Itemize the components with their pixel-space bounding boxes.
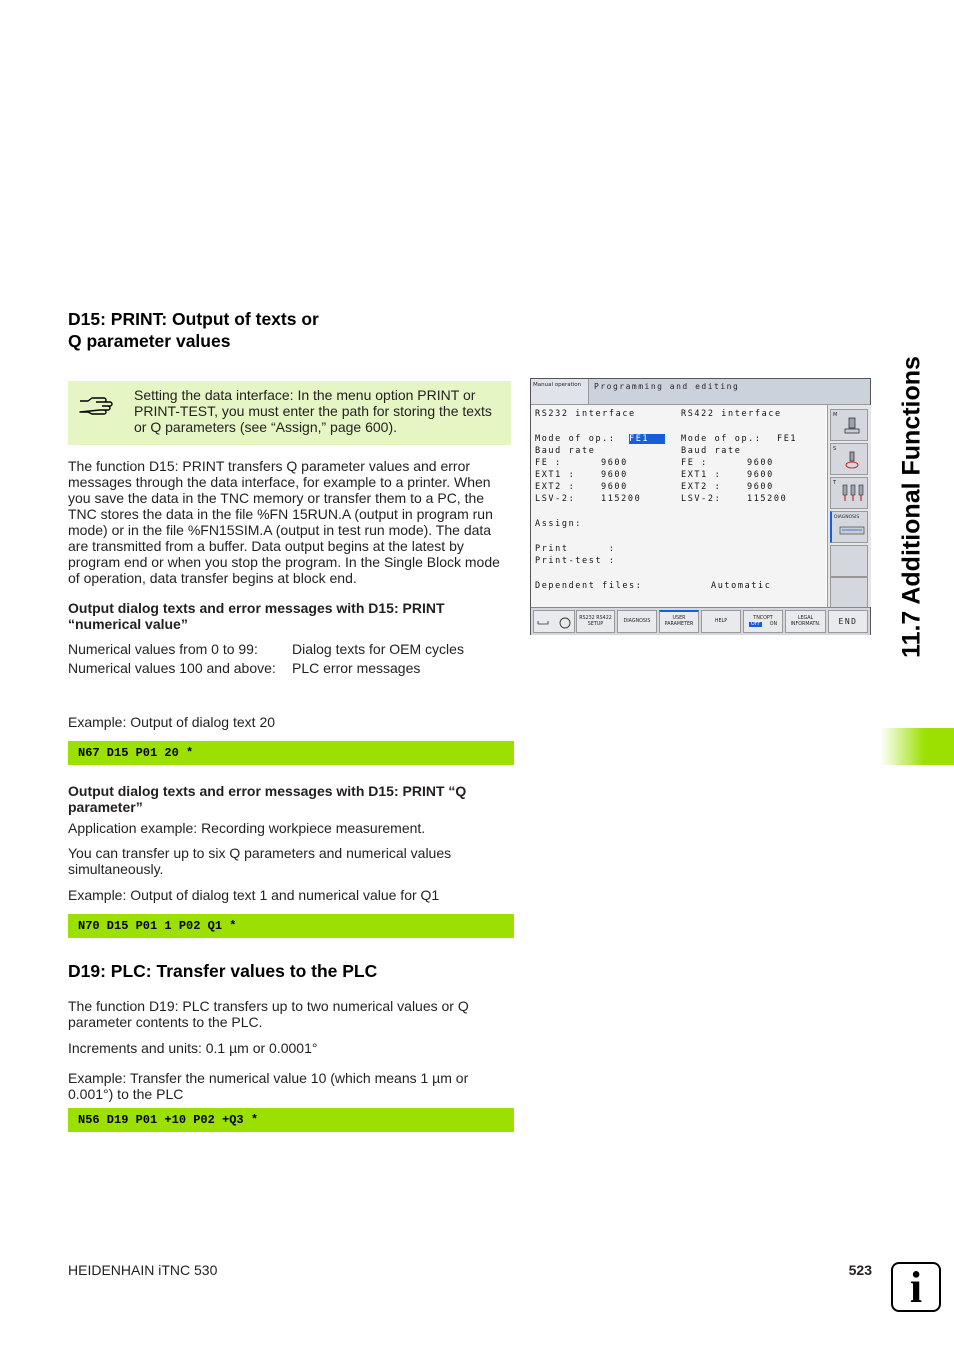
paragraph-d19-intro: The function D19: PLC transfers up to two numerical values or Q parameter contents to the PLC. <box>68 998 469 1030</box>
rs232-title: RS232 interface <box>535 409 636 419</box>
print-test-label[interactable]: Print-test : <box>535 556 616 566</box>
side-button-diagnosis[interactable] <box>830 511 868 543</box>
rs422-row-value[interactable]: 115200 <box>747 494 788 504</box>
paragraph-six-params: You can transfer up to six Q parameters and numerical values simultaneously. <box>68 845 452 877</box>
side-button-m[interactable] <box>830 409 868 441</box>
tool-icon <box>839 483 865 505</box>
mode-label-422: Mode of op.: <box>681 434 762 444</box>
dependent-files-value[interactable]: Automatic <box>711 581 772 591</box>
rs232-row-label: EXT2 : <box>535 482 576 492</box>
info-icon: i <box>891 1262 941 1312</box>
rs422-row-value[interactable]: 9600 <box>747 458 774 468</box>
diagnosis-icon <box>838 524 866 538</box>
softkey-end[interactable]: END <box>828 610 868 633</box>
table-cell-range: Numerical values 100 and above: <box>68 660 276 676</box>
section-heading-d15 <box>68 308 319 352</box>
softkey-rs232-setup[interactable]: RS232 RS422 SETUP <box>576 610 615 633</box>
dependent-files-label: Dependent files: <box>535 581 643 591</box>
subheading-q-parameter: Output dialog texts and error messages with D15: PRINT “Q parameter” <box>68 783 467 815</box>
footer-product-name: HEIDENHAIN iTNC 530 <box>68 1262 218 1278</box>
mode-label-232: Mode of op.: <box>535 434 616 444</box>
print-label[interactable]: Print : <box>535 544 616 554</box>
footer-page-number: 523 <box>848 1262 872 1278</box>
chapter-side-title <box>899 297 925 717</box>
heading-line-2: Q parameter values <box>68 331 231 351</box>
side-label-m: M <box>833 412 838 418</box>
side-button-s[interactable] <box>830 443 868 475</box>
softkey-bar <box>531 607 870 635</box>
machine-axis-icon <box>535 614 573 630</box>
rs232-row-label: LSV-2: <box>535 494 576 504</box>
rs422-row-value[interactable]: 9600 <box>747 470 774 480</box>
baud-label-232: Baud rate <box>535 446 596 456</box>
toggle-on: ON <box>769 621 778 627</box>
mode-value-232[interactable]: FE1 <box>629 434 665 444</box>
rs422-title: RS422 interface <box>681 409 782 419</box>
spindle-icon <box>843 416 861 436</box>
rs232-row-label: FE : <box>535 458 562 468</box>
rs422-row-value[interactable]: 9600 <box>747 482 774 492</box>
rs422-row-label: FE : <box>681 458 708 468</box>
softkey-machine[interactable] <box>533 610 575 633</box>
tnc-screen <box>530 378 871 635</box>
note-box <box>68 381 511 445</box>
softkey-user-parameter[interactable]: USER PARAMETER <box>659 610 699 633</box>
rs422-row-label: EXT1 : <box>681 470 722 480</box>
pointing-hand-icon <box>78 393 114 415</box>
screen-mode-small: Manual operation <box>531 379 589 405</box>
speed-icon <box>843 450 861 470</box>
rs422-row-label: EXT2 : <box>681 482 722 492</box>
subheading-numerical-value: Output dialog texts and error messages with D15: PRINT “numerical value” <box>68 600 445 632</box>
softkey-legal-information[interactable]: LEGAL INFORMATN. <box>785 610 826 633</box>
intro-paragraph: The function D15: PRINT transfers Q parameter values and error messages through the data interface, for example to a printer. When you save the data in the TNC memory or transfer them to a PC, the TNC stores the data in the file %FN 15RUN.A (output in program run mode) or in the file %FN15SIM.A (output in test run mode). The data are transmitted from a buffer. Data output begins at the latest by program end or when you stop the program. In the Single Block mode of operation, data transfer begins at block end. <box>68 458 500 586</box>
softkey-diagnosis[interactable]: DIAGNOSIS <box>617 610 657 633</box>
example-label-2: Example: Output of dialog text 1 and numerical value for Q1 <box>68 887 440 903</box>
heading-line-1: D15: PRINT: Output of texts or <box>68 309 319 329</box>
table-cell-meaning: PLC error messages <box>292 660 421 676</box>
assign-label: Assign: <box>535 519 583 529</box>
side-button-empty[interactable] <box>830 545 868 577</box>
side-label-diagnosis: DIAGNOSIS <box>834 515 860 520</box>
side-label-s: S <box>833 446 837 452</box>
code-block-2: N70 D15 P01 1 P02 Q1 * <box>68 914 514 938</box>
rs232-row-value[interactable]: 115200 <box>601 494 642 504</box>
paragraph-application: Application example: Recording workpiece measurement. <box>68 820 426 836</box>
chapter-tab-marker <box>881 728 954 765</box>
softkey-help[interactable]: HELP <box>701 610 741 633</box>
table-cell-range: Numerical values from 0 to 99: <box>68 641 258 657</box>
code-block-1: N67 D15 P01 20 * <box>68 741 514 765</box>
screen-side-panel <box>827 405 871 607</box>
side-button-empty[interactable] <box>830 577 868 609</box>
softkey-tncopt[interactable] <box>743 610 783 633</box>
side-label-t: T <box>833 480 837 486</box>
rs232-row-value[interactable]: 9600 <box>601 482 628 492</box>
tncopt-label: TNCOPT <box>753 615 773 621</box>
code-block-3: N56 D19 P01 +10 P02 +Q3 * <box>68 1108 514 1132</box>
tncopt-toggle[interactable] <box>749 622 777 628</box>
paragraph-increments: Increments and units: 0.1 µm or 0.0001° <box>68 1040 318 1056</box>
rs232-row-value[interactable]: 9600 <box>601 470 628 480</box>
chapter-side-title-text: 11.7 Additional Functions <box>897 356 926 658</box>
mode-value-422[interactable]: FE1 <box>777 434 798 444</box>
screen-mode-title: Programming and editing <box>589 379 870 405</box>
side-button-t[interactable] <box>830 477 868 509</box>
rs232-row-value[interactable]: 9600 <box>601 458 628 468</box>
screen-main-area <box>531 405 826 607</box>
note-text: Setting the data interface: In the menu option PRINT or PRINT-TEST, you must enter the path for storing the texts or Q parameters (see “Assign,” page 600). <box>134 387 492 435</box>
toggle-off: OFF <box>750 621 761 627</box>
section-heading-d19: D19: PLC: Transfer values to the PLC <box>68 961 378 981</box>
table-cell-meaning: Dialog texts for OEM cycles <box>292 641 464 657</box>
example-label-3: Example: Transfer the numerical value 10 (which means 1 µm or 0.001°) to the PLC <box>68 1070 469 1102</box>
example-label-1: Example: Output of dialog text 20 <box>68 714 276 730</box>
baud-label-422: Baud rate <box>681 446 742 456</box>
rs422-row-label: LSV-2: <box>681 494 722 504</box>
rs232-row-label: EXT1 : <box>535 470 576 480</box>
